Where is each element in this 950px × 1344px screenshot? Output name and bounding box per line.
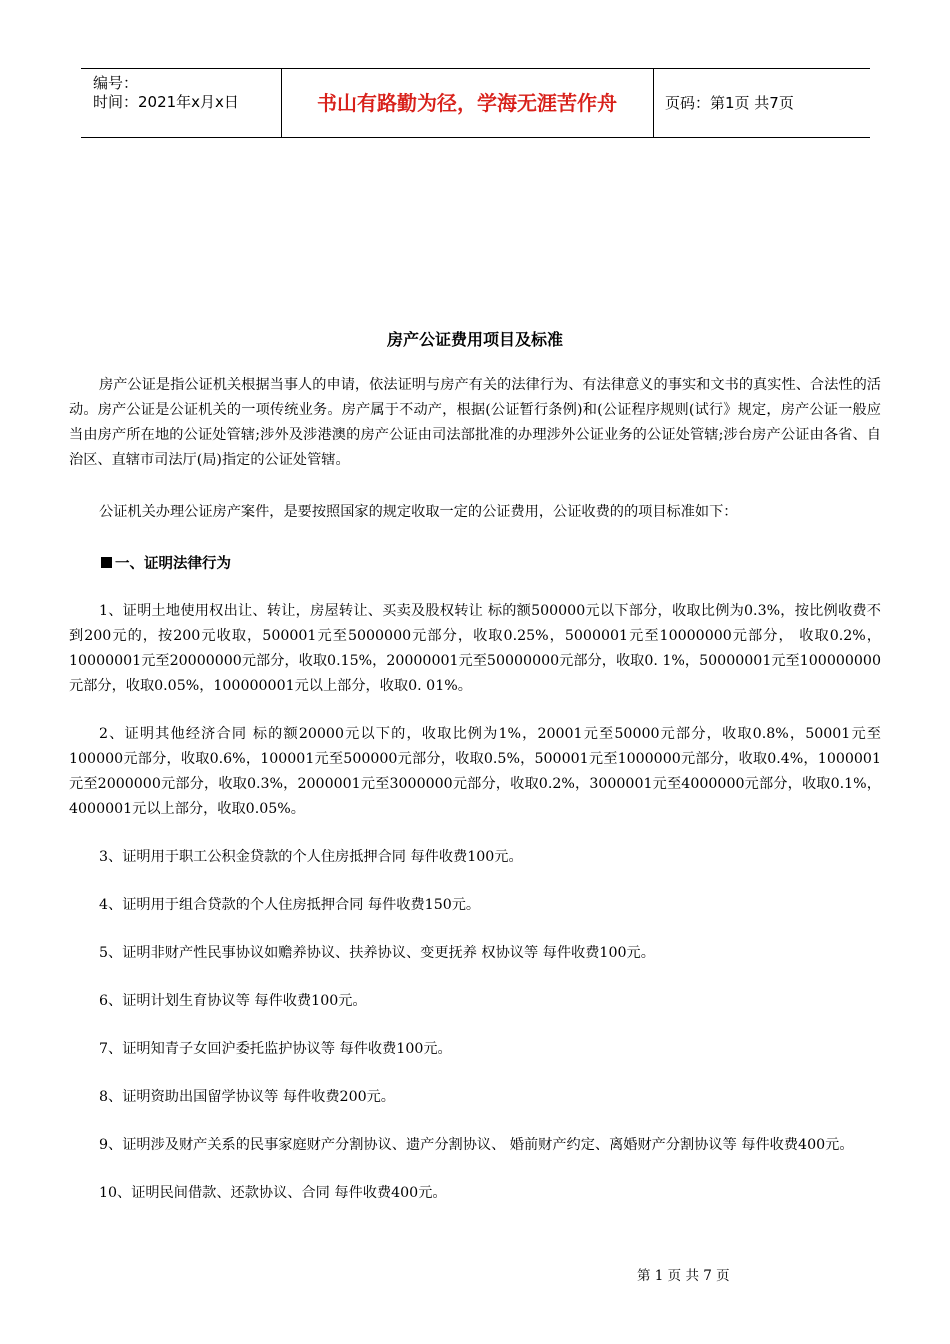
fee-item: 1、证明土地使用权出让、转让，房屋转让、买卖及股权转让 标的额500000元以下部分，收取比例为0.3%，按比例收费不到200元的，按200元收取，500001元至5000000元部分，收取0.25%，5000001元至10000000元部分， 收取0.2%，10000001元至20000000元部分，收取0.15%，20000001元至50000000元部分，收取0. 1%，50000001元至100000000元部分，收取0.05%，100000001元以上部分，收取0. 01%。	[69, 603, 881, 694]
header-page-info: 页码：第1页 共7页	[665, 94, 794, 112]
fee-item: 6、证明计划生育协议等 每件收费100元。	[99, 993, 367, 1009]
fee-item: 9、证明涉及财产关系的民事家庭财产分割协议、遗产分割协议、 婚前财产约定、离婚财产分割协议等 每件收费400元。	[99, 1137, 854, 1153]
intro-paragraph: 房产公证是指公证机关根据当事人的申请，依法证明与房产有关的法律行为、有法律意义的事实和文书的真实性、合法性的活动。房产公证是公证机关的一项传统业务。房产属于不动产，根据(公证暂行条例)和(公证程序规则(试行》规定，房产公证一般应当由房产所在地的公证处管辖;涉外及涉港澳的房产公证由司法部批准的办理涉外公证业务的公证处管辖;涉台房产公证由各省、自治区、直辖市司法厅(局)指定的公证处管辖。	[69, 377, 881, 468]
document-header	[81, 68, 870, 138]
fee-item: 3、证明用于职工公积金贷款的个人住房抵押合同 每件收费100元。	[99, 849, 523, 865]
square-bullet-icon	[101, 557, 112, 568]
fee-item: 10、证明民间借款、还款协议、合同 每件收费400元。	[99, 1185, 447, 1201]
document-body	[69, 373, 881, 1229]
header-motto: 书山有路勤为径，学海无涯苦作舟	[281, 69, 654, 137]
fee-item: 4、证明用于组合贷款的个人住房抵押合同 每件收费150元。	[99, 897, 481, 913]
fee-item: 7、证明知青子女回沪委托监护协议等 每件收费100元。	[99, 1041, 452, 1057]
intro-paragraph-2: 公证机关办理公证房产案件，是要按照国家的规定收取一定的公证费用，公证收费的的项目标准如下：	[99, 504, 738, 520]
header-meta-cell	[81, 69, 282, 137]
fee-item: 2、证明其他经济合同 标的额20000元以下的，收取比例为1%，20001元至50000元部分，收取0.8%，50001元至100000元部分，收取0.6%，100001元至500000元部分，收取0.5%，500001元至1000000元部分，收取0.4%，1000001元至2000000元部分，收取0.3%，2000001元至3000000元部分，收取0.2%，3000001元至4000000元部分，收取0.1%，4000001元以上部分，收取0.05%。	[69, 726, 881, 817]
page-footer: 第 1 页 共 7 页	[637, 1268, 730, 1284]
number-label: 编号：	[93, 74, 139, 92]
time-label: 时间：2021年x月x日	[93, 93, 239, 111]
fee-item: 8、证明资助出国留学协议等 每件收费200元。	[99, 1089, 395, 1105]
section-heading	[69, 552, 881, 577]
fee-item: 5、证明非财产性民事协议如赡养协议、扶养协议、变更抚养 权协议等 每件收费100元。	[99, 945, 655, 961]
document-title: 房产公证费用项目及标准	[386, 330, 563, 349]
section-heading-text: 一、证明法律行为	[115, 556, 231, 572]
